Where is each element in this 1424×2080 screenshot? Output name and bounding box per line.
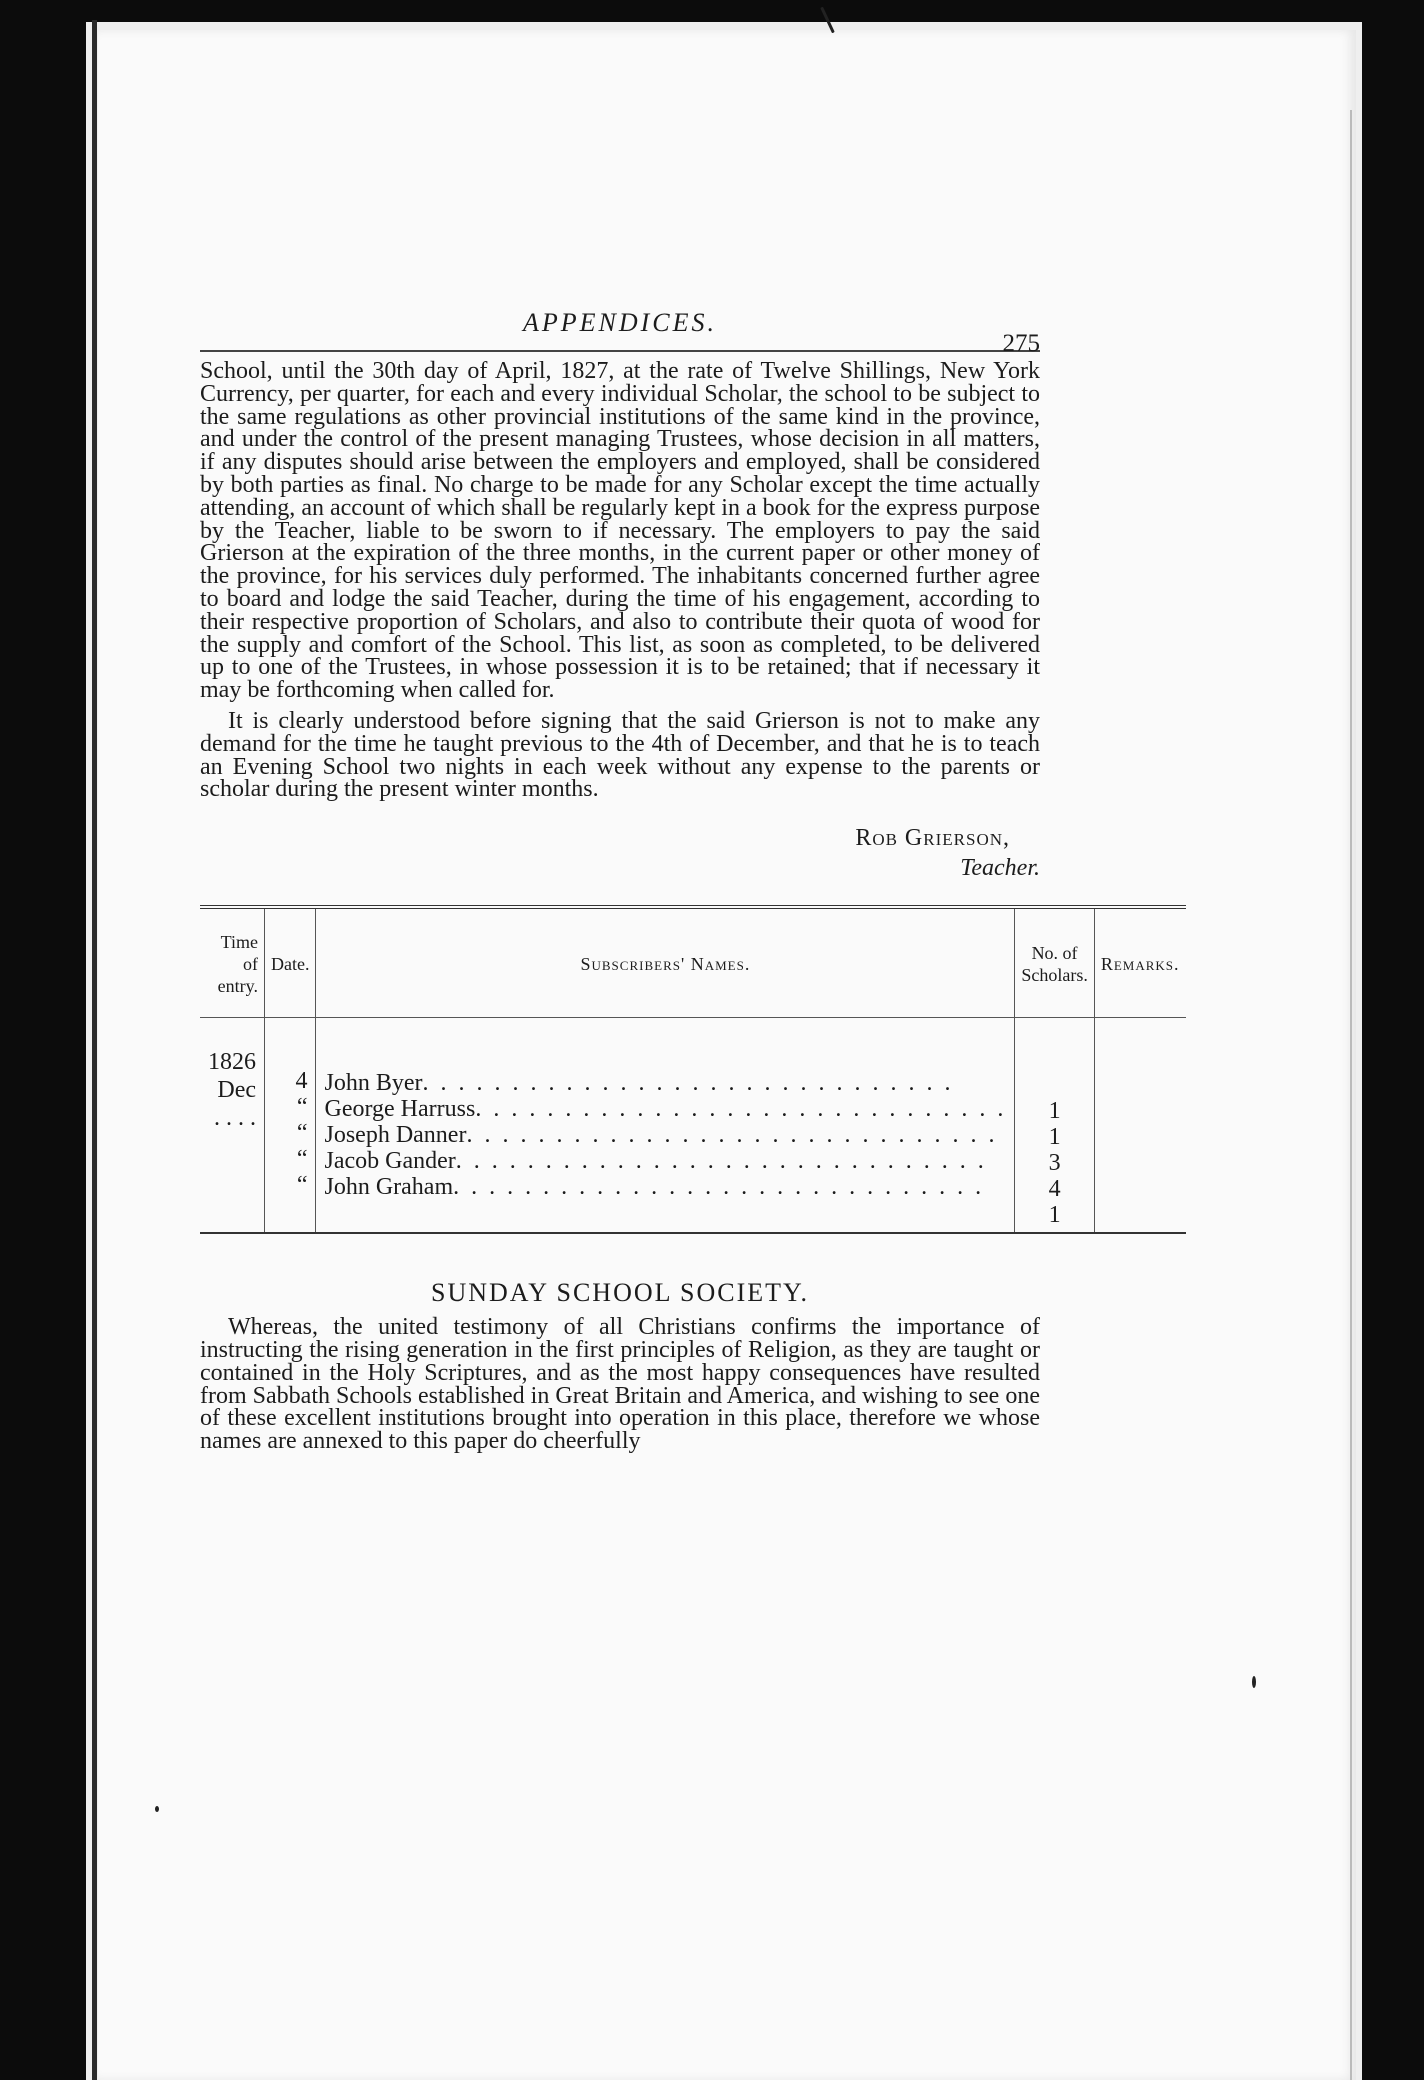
header-date: Date. [265, 907, 316, 1018]
row-date: “ [296, 1120, 308, 1147]
signature-block [200, 823, 1040, 883]
signature-title: Teacher. [960, 855, 1040, 882]
subscriber-name: George Harruss [324, 1096, 476, 1123]
subscriber-name: Jacob Gander [324, 1148, 456, 1175]
section-paragraph: Whereas, the united testimony of all Christians confirms the importance of instructing the rising generation in the first principles of Religion, as they are taught or contained in the Holy Scriptures, and as the most happy consequences have resulted from Sabbath Schools established in Great Britain and America, and wishing to see one of these excellent institutions brought into operation in this place, therefore we whose names are annexed to this paper do cheerfully [200, 1314, 1040, 1455]
scan-speck [155, 1806, 159, 1812]
running-head [200, 290, 1040, 357]
list-item [324, 1122, 1006, 1148]
entry-month: Dec . . . . [214, 1077, 256, 1132]
subscriber-name: John Byer [324, 1070, 423, 1097]
body-paragraph: School, until the 30th day of April, 1827, at the rate of Twelve Shillings, New York Currency, per quarter, for each and every individual Scholar, the school to be subject to the same regulations as other provincial institutions of the same kind in the province, and under the control of the present managing Trustees, whose decision in all matters, if any disputes should arise between the employers and employed, shall be considered by both parties as final. No charge to be made for any Scholar except the time actually attending, an account of which shall be regularly kept in a book for the express purpose by the Teacher, liable to be sworn to if necessary. The employers to pay the said Grierson at the expiration of the three months, in the current paper or other money of the province, for his services duly performed. The inhabitants concerned further agree to board and lodge the said Teacher, during the time of his engagement, according to their respective proportion of Scholars, and also to contribute their quota of wood for the supply and comfort of the School. This list, as soon as completed, to be delivered up to one of the Trustees, in whose possession it is to be retained; that if necessary it may be forthcoming when called for. [200, 358, 1040, 704]
entry-year: 1826 [208, 1049, 256, 1076]
leader-dots [456, 1148, 1007, 1174]
page-number: 275 [1002, 330, 1040, 357]
subscribers-table [200, 905, 1186, 1234]
leader-dots [475, 1096, 1006, 1122]
scholar-count: 1 [1048, 1124, 1061, 1151]
list-item [324, 1070, 1006, 1096]
date-cell [265, 1018, 316, 1234]
list-item [324, 1096, 1006, 1122]
remarks-cell [1094, 1018, 1185, 1234]
table-header-row [200, 907, 1186, 1018]
row-date: “ [296, 1094, 308, 1121]
list-item [324, 1174, 1006, 1200]
time-of-entry-cell [200, 1018, 265, 1234]
row-date: “ [296, 1172, 308, 1199]
row-date: “ [296, 1146, 308, 1173]
scholar-count: 1 [1048, 1098, 1061, 1125]
header-remarks: Remarks. [1094, 907, 1185, 1018]
subscriber-name: Joseph Danner [324, 1122, 467, 1149]
list-item [324, 1148, 1006, 1174]
subscriber-name: John Graham [324, 1174, 454, 1201]
header-subscribers-names: Subscribers' Names. [316, 907, 1015, 1018]
section-heading: SUNDAY SCHOOL SOCIETY. [431, 1278, 809, 1308]
running-title: APPENDICES. [522, 308, 718, 337]
leader-dots [422, 1070, 1006, 1096]
scholar-count: 4 [1048, 1176, 1061, 1203]
row-date: 4 [295, 1068, 308, 1095]
header-no-of-scholars: No. of Scholars. [1015, 907, 1094, 1018]
page-content [200, 290, 1180, 1455]
scholar-count: 3 [1048, 1150, 1061, 1177]
signature-name: Rob Grierson, [855, 825, 1010, 852]
page-right-edge [1350, 110, 1352, 2080]
body-paragraph: It is clearly understood before signing that the said Grierson is not to make any demand for the time he taught previous to the 4th of December, and that he is to teach an Evening School two nights in each week without any expense to the parents or scholar during the present winter months. [200, 707, 1040, 803]
header-time-of-entry: Time of entry. [200, 907, 265, 1018]
leader-dots [466, 1122, 1006, 1148]
scan-speck [1252, 1676, 1256, 1688]
names-cell [316, 1018, 1015, 1234]
table-row [200, 1018, 1186, 1234]
leader-dots [453, 1174, 1006, 1200]
scholars-cell [1015, 1018, 1094, 1234]
book-spine-edge [92, 20, 97, 2080]
scholar-count: 1 [1048, 1202, 1061, 1229]
